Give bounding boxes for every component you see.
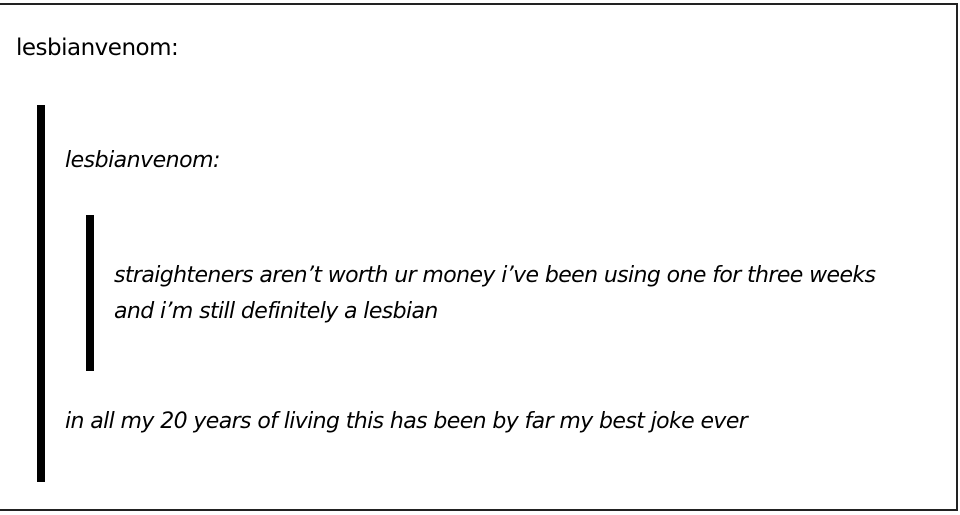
post-frame [0,3,958,511]
reblog-author-username[interactable]: lesbianvenom: [65,148,220,173]
outer-blockquote-bar [37,105,45,482]
quoted-post-text: straighteners aren’t worth ur money i’ve been using one for three weeks and i’m still definitely a lesbian [114,263,876,324]
post-author-username[interactable]: lesbianvenom: [16,35,179,61]
inner-blockquote-bar [86,215,94,371]
reblog-comment-text: in all my 20 years of living this has been by far my best joke ever [65,409,748,434]
